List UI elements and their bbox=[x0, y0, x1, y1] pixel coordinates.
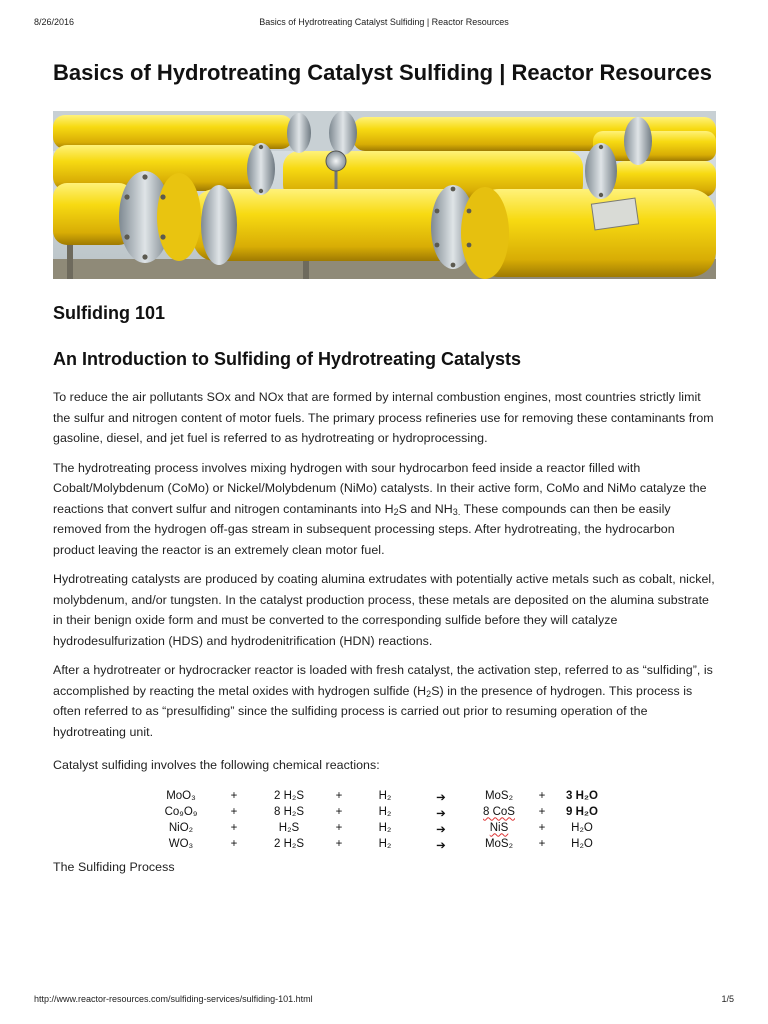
print-date: 8/26/2016 bbox=[34, 17, 75, 27]
paragraph-2-part-a: The hydrotreating process involves mixing hydrogen with sour hydrocarbon feed inside a reactor filled with Cobalt/Molybdenum (CoMo) or Nickel/Molybdenum (NiMo) catalysts. In their active form, CoMo and NiMo catalyze the reactions that convert sulfur and nitrogen contaminants into H bbox=[53, 460, 707, 516]
reaction-row bbox=[53, 822, 716, 838]
product-water: 9 H₂O bbox=[566, 805, 598, 818]
reactant-h2s: 8 H₂S bbox=[273, 805, 305, 818]
subscript: 3. bbox=[452, 506, 461, 517]
print-page-title: Basics of Hydrotreating Catalyst Sulfiding | Reactor Resources bbox=[259, 17, 509, 27]
reactant-h2: H₂ bbox=[378, 805, 392, 818]
reactant-h2s: 2 H₂S bbox=[273, 837, 305, 850]
paragraph-5: Catalyst sulfiding involves the following chemical reactions: bbox=[53, 758, 380, 772]
reaction-row bbox=[53, 838, 716, 854]
plus-sign: + bbox=[538, 837, 546, 850]
product-water: H₂O bbox=[571, 821, 593, 834]
paragraph-4-part-a: After a hydrotreater or hydrocracker reactor is loaded with fresh catalyst, the activation step, referred to as “sulfiding”, is accomplished by reacting the metal oxides with hydrogen sulfide (H bbox=[53, 663, 713, 698]
reactant-h2: H₂ bbox=[378, 789, 392, 802]
paragraph-4-part-b: S) in the presence of hydrogen. This process is often referred to as “presulfiding” since the sulfiding process is carried out prior to resuming operation of the hydrotreating unit. bbox=[53, 683, 693, 739]
reaction-row bbox=[53, 806, 716, 822]
paragraph-2 bbox=[53, 458, 716, 561]
print-url: http://www.reactor-resources.com/sulfiding-services/sulfiding-101.html bbox=[34, 994, 313, 1004]
plus-sign: + bbox=[230, 805, 238, 818]
page-number: 1/5 bbox=[721, 994, 734, 1004]
product-sulfide: NiS bbox=[489, 821, 509, 834]
product-water: 3 H₂O bbox=[566, 789, 598, 802]
reaction-table bbox=[53, 788, 716, 855]
paragraph-3: Hydrotreating catalysts are produced by coating alumina extrudates with potentially active metals such as cobalt, nickel, molybdenum, and/or tungsten. In the catalyst production process, these metals are deposited on the alumina substrate in their benign oxide form and must be converted to the corresponding sulfide before they will catalyze hydrodesulfurization (HDS) and hydrodenitrification (HDN) reactions. bbox=[53, 572, 715, 648]
plus-sign: + bbox=[335, 789, 343, 802]
plus-sign: + bbox=[230, 789, 238, 802]
reaction-row bbox=[53, 790, 716, 806]
paragraph-1: To reduce the air pollutants SOx and NOx that are formed by internal combustion engines, most countries strictly limit the sulfur and nitrogen content of motor fuels. The primary process refineries use for removing these contaminants from gasoline, diesel, and jet fuel is referred to as hydrotreating or hydroprocessing. bbox=[53, 390, 714, 445]
print-header bbox=[34, 17, 734, 29]
arrow-icon: ➔ bbox=[436, 839, 446, 852]
reactant-oxide: MoO₃ bbox=[166, 789, 196, 802]
reactant-oxide: NiO₂ bbox=[168, 821, 194, 834]
paragraph-4 bbox=[53, 660, 716, 742]
product-sulfide: MoS₂ bbox=[484, 837, 514, 850]
figure-caption: The Sulfiding Process bbox=[53, 859, 175, 874]
plus-sign: + bbox=[538, 821, 546, 834]
page-title: Basics of Hydrotreating Catalyst Sulfiding | Reactor Resources bbox=[53, 60, 712, 85]
arrow-icon: ➔ bbox=[436, 791, 446, 804]
reactant-oxide: WO₃ bbox=[168, 837, 194, 850]
plus-sign: + bbox=[230, 837, 238, 850]
plus-sign: + bbox=[230, 821, 238, 834]
plus-sign: + bbox=[538, 789, 546, 802]
intro-heading: An Introduction to Sulfiding of Hydrotreating Catalysts bbox=[53, 349, 521, 369]
product-water: H₂O bbox=[571, 837, 593, 850]
section-heading: Sulfiding 101 bbox=[53, 303, 166, 323]
product-sulfide: 8 CoS bbox=[483, 805, 515, 818]
reactant-h2s: 2 H₂S bbox=[273, 789, 305, 802]
arrow-icon: ➔ bbox=[436, 807, 446, 820]
plus-sign: + bbox=[335, 805, 343, 818]
plus-sign: + bbox=[335, 821, 343, 834]
arrow-icon: ➔ bbox=[436, 823, 446, 836]
subscript: 2 bbox=[426, 688, 432, 699]
print-footer bbox=[34, 994, 734, 1006]
paragraph-2-part-b: S and NH bbox=[398, 501, 453, 516]
plus-sign: + bbox=[335, 837, 343, 850]
reactant-h2s: H₂S bbox=[278, 821, 300, 834]
paragraph-2-part-c: These compounds can then be easily removed from the hydrogen off-gas stream in subsequent processing steps. After hydrotreating, the hydrocarbon product leaving the reactor is an extremely clean motor fuel. bbox=[53, 501, 675, 557]
subscript: 2 bbox=[393, 506, 399, 517]
hero-image-pipelines bbox=[53, 111, 716, 279]
reactant-oxide: Co₉O₉ bbox=[164, 805, 198, 818]
article bbox=[53, 58, 716, 877]
product-sulfide: MoS₂ bbox=[484, 789, 514, 802]
plus-sign: + bbox=[538, 805, 546, 818]
reactant-h2: H₂ bbox=[378, 837, 392, 850]
reactant-h2: H₂ bbox=[378, 821, 392, 834]
